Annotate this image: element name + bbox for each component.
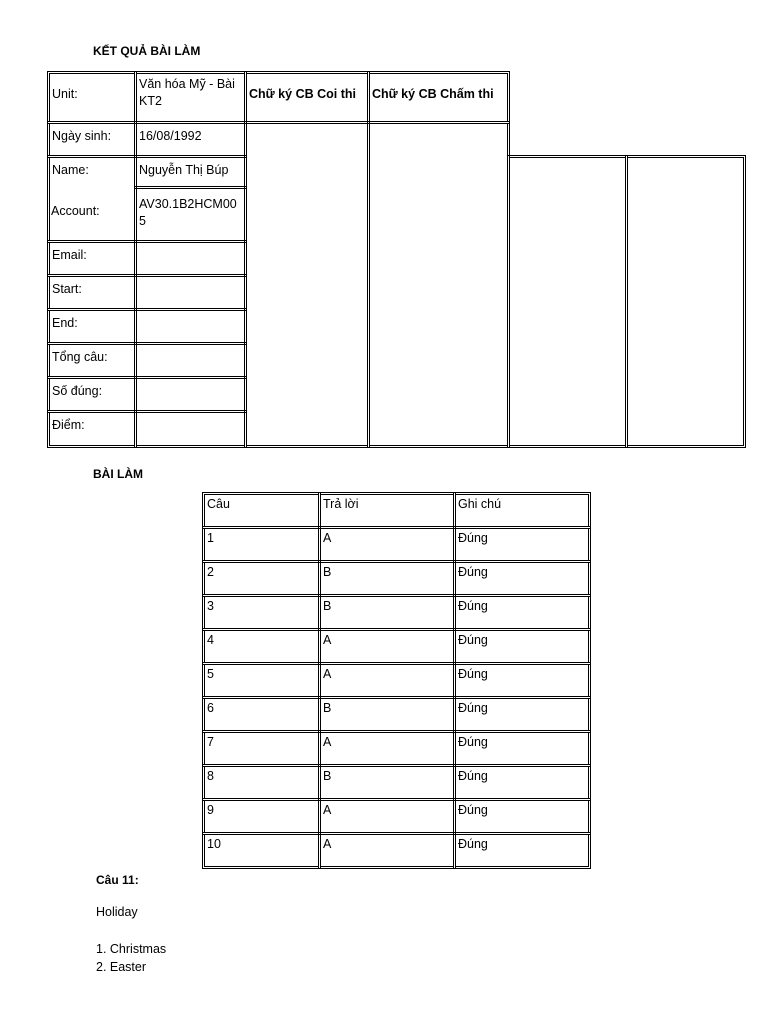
- account-label: Account:: [51, 204, 100, 218]
- cell-note: Đúng: [453, 560, 591, 597]
- signature-coi-thi-header: Chữ ký CB Coi thi: [244, 71, 370, 124]
- cell-question-number: 10: [202, 832, 321, 869]
- cell-question-number: 4: [202, 628, 321, 665]
- name-label: Name:: [47, 155, 137, 243]
- dob-value: 16/08/1992: [134, 121, 247, 158]
- signature-cham-thi-area: [367, 121, 510, 448]
- cell-note: Đúng: [453, 696, 591, 733]
- total-label: Tổng câu:: [47, 342, 137, 379]
- start-value: [134, 274, 247, 311]
- col-header-cau: Câu: [202, 492, 321, 529]
- name-value: Nguyễn Thị Búp: [134, 155, 247, 189]
- end-value: [134, 308, 247, 345]
- cell-note: Đúng: [453, 832, 591, 869]
- cell-question-number: 9: [202, 798, 321, 835]
- cell-answer: A: [318, 832, 456, 869]
- score-label: Điểm:: [47, 410, 137, 448]
- cell-answer: A: [318, 628, 456, 665]
- cell-question-number: 1: [202, 526, 321, 563]
- question-11-title: Câu 11:: [96, 873, 139, 887]
- cell-answer: B: [318, 764, 456, 801]
- extra-column-1: [507, 155, 628, 448]
- cell-answer: B: [318, 560, 456, 597]
- correct-label: Số đúng:: [47, 376, 137, 413]
- signature-coi-thi-area: [244, 121, 370, 448]
- cell-note: Đúng: [453, 594, 591, 631]
- question-11-text: Holiday: [96, 905, 138, 919]
- cell-question-number: 2: [202, 560, 321, 597]
- cell-note: Đúng: [453, 526, 591, 563]
- col-header-ghi-chu: Ghi chú: [453, 492, 591, 529]
- cell-question-number: 6: [202, 696, 321, 733]
- cell-question-number: 8: [202, 764, 321, 801]
- unit-label: Unit:: [47, 71, 137, 124]
- dob-label: Ngày sinh:: [47, 121, 137, 158]
- cell-answer: B: [318, 594, 456, 631]
- account-value: AV30.1B2HCM005: [134, 186, 247, 243]
- unit-value: Văn hóa Mỹ - Bài KT2: [134, 71, 247, 124]
- start-label: Start:: [47, 274, 137, 311]
- cell-answer: A: [318, 798, 456, 835]
- cell-answer: A: [318, 730, 456, 767]
- email-value: [134, 240, 247, 277]
- cell-answer: A: [318, 526, 456, 563]
- cell-question-number: 5: [202, 662, 321, 699]
- cell-answer: B: [318, 696, 456, 733]
- cell-note: Đúng: [453, 662, 591, 699]
- cell-note: Đúng: [453, 764, 591, 801]
- col-header-tra-loi: Trả lời: [318, 492, 456, 529]
- cell-question-number: 3: [202, 594, 321, 631]
- total-value: [134, 342, 247, 379]
- list-item: 1. Christmas: [96, 942, 167, 956]
- signature-cham-thi-header: Chữ ký CB Chấm thi: [367, 71, 510, 124]
- cell-note: Đúng: [453, 628, 591, 665]
- answers-title: BÀI LÀM: [93, 467, 143, 481]
- cell-question-number: 7: [202, 730, 321, 767]
- end-label: End:: [47, 308, 137, 345]
- page-title: KẾT QUẢ BÀI LÀM: [93, 44, 201, 58]
- email-label: Email:: [47, 240, 137, 277]
- list-item: 2. Easter: [96, 960, 147, 974]
- score-value: [134, 410, 247, 448]
- cell-note: Đúng: [453, 730, 591, 767]
- extra-column-2: [625, 155, 746, 448]
- cell-note: Đúng: [453, 798, 591, 835]
- correct-value: [134, 376, 247, 413]
- question-11-list: [96, 940, 166, 976]
- cell-answer: A: [318, 662, 456, 699]
